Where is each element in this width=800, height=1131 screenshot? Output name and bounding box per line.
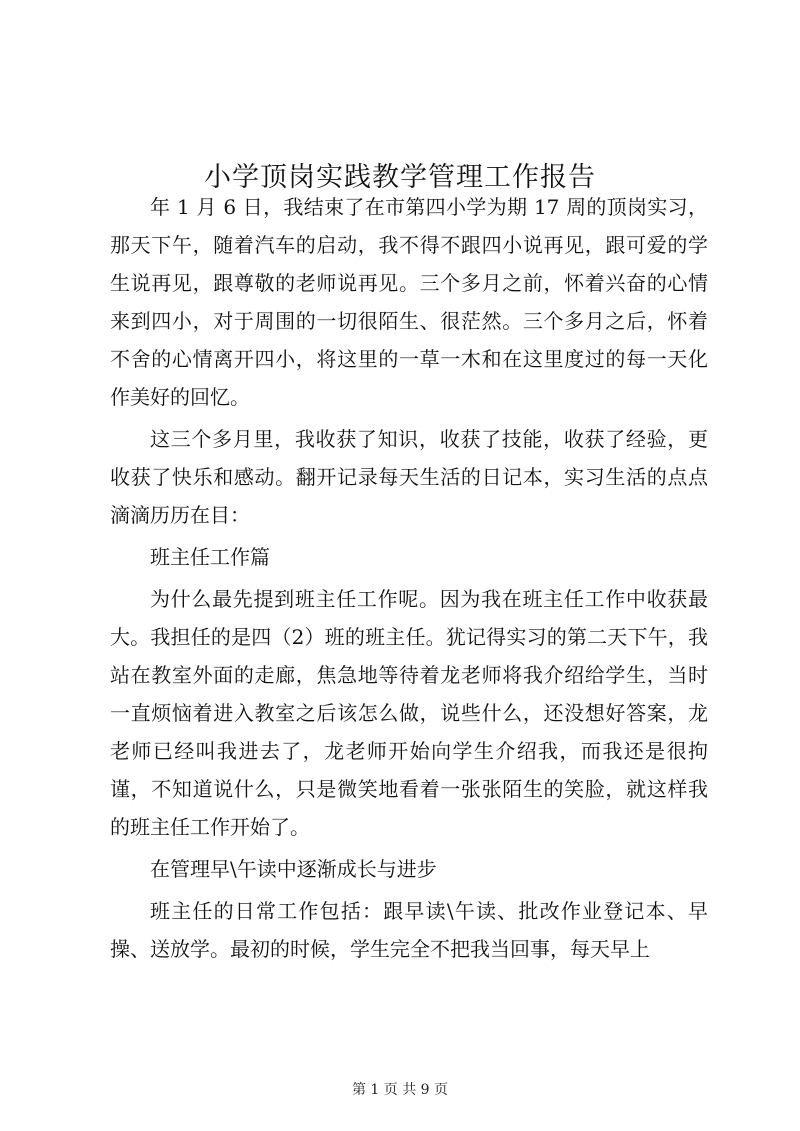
subsection-heading-reading: 在管理早\午读中逐渐成长与进步 [150,857,437,881]
paragraph-1: 年 1 月 6 日，我结束了在市第四小学为期 17 周的顶岗实习，那天下午，随着汽车的启动，我不得不跟四小说再见，跟可爱的学生说再见，跟尊敬的老师说再见。三个多月之前，怀着兴奋的心情来到四小，对于周围的一切很陌生、很茫然。三个多月之后，怀着不舍的心情离开四小，将这里的一草一木和在这里度过的每一天化作美好的回忆。 [110,195,708,409]
paragraph-2: 这三个多月里，我收获了知识，收获了技能，收获了经验，更收获了快乐和感动。翻开记录每天生活的日记本，实习生活的点点滴滴历历在目： [110,427,708,527]
page-number-footer: 第 1 页 共 9 页 [351,1082,449,1098]
document-body [110,188,708,972]
paragraph-4: 班主任的日常工作包括：跟早读\午读、批改作业登记本、早操、送放学。最初的时候，学生完全不把我当回事，每天早上 [110,899,708,961]
paragraph-3: 为什么最先提到班主任工作呢。因为我在班主任工作中收获最大。我担任的是四（2）班的班主任。犹记得实习的第二天下午，我站在教室外面的走廊，焦急地等待着龙老师将我介绍给学生，当时一直烦恼着进入教室之后该怎么做，说些什么，还没想好答案，龙老师已经叫我进去了，龙老师开始向学生介绍我，而我还是很拘谨，不知道说什么，只是微笑地看着一张张陌生的笑脸，就这样我的班主任工作开始了。 [110,587,708,839]
document-title: 小学顶岗实践教学管理工作报告 [204,162,596,194]
section-heading-head-teacher: 班主任工作篇 [150,545,270,569]
